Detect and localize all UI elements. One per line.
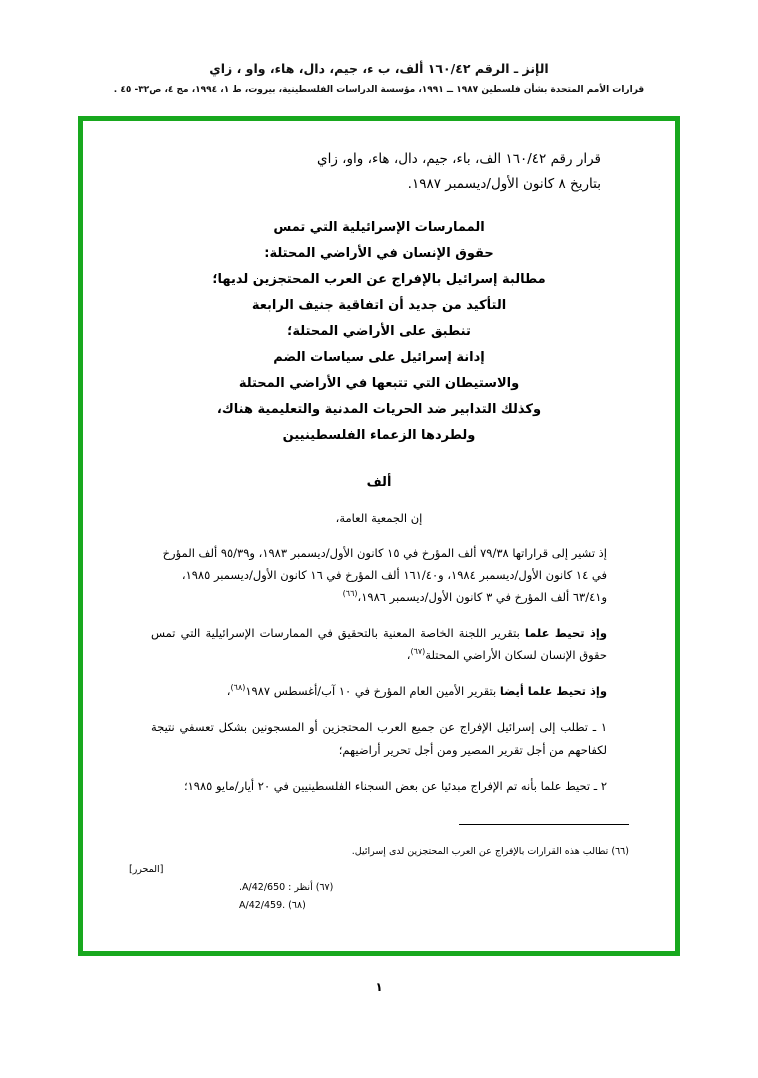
header-source-line: قرارات الأمم المتحدة بشأن فلسطين ١٩٨٧ ــ ١٩٩١، مؤسسة الدراسات الفلسطينية، بيروت، ط ١، ١٩٩٤، مج ٤، ص٣٢- ٤٥ . <box>113 84 645 95</box>
noting-paragraph-1-lead: وإذ تحيط علما <box>524 625 607 640</box>
footnote-separator <box>459 824 629 825</box>
operative-paragraph-2 <box>129 775 629 797</box>
footnotes-block <box>129 843 629 915</box>
operative-paragraph-1-number: ١ ـ <box>592 720 607 735</box>
noting-paragraph-1-text: بتقرير اللجنة الخاصة المعنية بالتحقيق في الممارسات الإسرائيلية التي تمس حقوق الإنسان لسكان الأراضي المحتلة <box>151 625 607 663</box>
title-line-8: وكذلك التدابير ضد الحريات المدنية والتعليمية هناك، <box>216 401 542 417</box>
operative-paragraph-1 <box>129 716 629 761</box>
section-letter: ألف <box>366 474 392 490</box>
recall-paragraph <box>129 542 629 609</box>
footnote-66: (٦٦) تطالب هذه القرارات بالإفراج عن العرب المحتجزين لدى إسرائيل. <box>351 845 629 857</box>
footnote-68: (٦٨) .A/42/459 <box>239 899 306 911</box>
header-title-line: الإنز ـ الرقم ١٦٠/٤٢ ألف، ب ء، جيم، دال، هاء، واو ، زاي <box>209 61 549 76</box>
content-frame-inner <box>83 121 675 951</box>
noting-paragraph-1-tail: ، <box>406 648 411 663</box>
title-line-7: والاستيطان التي تتبعها في الأراضي المحتلة <box>238 375 520 391</box>
content-frame <box>78 116 680 956</box>
noting-paragraph-2-text: بتقرير الأمين العام المؤرخ في ١٠ آب/أغسطس ١٩٨٧ <box>245 683 500 698</box>
page-number: ١ <box>375 980 383 994</box>
noting-paragraph-1 <box>129 622 629 667</box>
operative-paragraph-1-text: إلى إسرائيل الإفراج عن جميع العرب المحتجزين أو المسجونين بشكل تعسفي نتيجة لكفاحهم من أجل تقرير المصير ومن أجل تحرير أراضيهم؛ <box>151 720 607 757</box>
resolution-title <box>129 215 629 449</box>
operative-paragraph-1-lead: تطلب <box>560 720 588 735</box>
title-line-3: مطالبة إسرائيل بالإفراج عن العرب المحتجزين لديها؛ <box>212 271 546 287</box>
footnote-ref-66: (٦٦) <box>342 589 358 599</box>
footnote-ref-67: (٦٧) <box>410 647 426 657</box>
operative-paragraph-2-text: بأنه تم الإفراج مبدئيا عن بعض السجناء الفلسطينيين في ٢٠ أيار/مايو ١٩٨٥؛ <box>183 779 541 793</box>
assembly-line: إن الجمعية العامة، <box>335 510 423 525</box>
noting-paragraph-2-tail: ، <box>226 683 231 698</box>
footnote-67: (٦٧) أنظر : A/42/650. <box>239 881 334 893</box>
noting-paragraph-2-lead: وإذ تحيط علما أيضا <box>499 683 607 698</box>
noting-paragraph-2 <box>129 680 629 702</box>
footnote-ref-68: (٦٨) <box>230 682 246 692</box>
operative-paragraph-2-number: ٢ ـ <box>593 779 607 793</box>
resolution-id-line-1: قرار رقم ١٦٠/٤٢ الف، باء، جيم، دال، هاء، واو، زاي <box>317 151 601 167</box>
footnote-66-editor: [المحرر] <box>129 863 164 875</box>
resolution-id-line-2: بتاريخ ٨ كانون الأول/ديسمبر ١٩٨٧. <box>407 175 601 192</box>
title-line-9: ولطردها الزعماء الفلسطينيين <box>282 427 476 443</box>
title-line-6: إدانة إسرائيل على سياسات الضم <box>273 349 485 365</box>
title-line-4: التأكيد من جديد أن اتفاقية جنيف الرابعة <box>251 297 507 313</box>
title-line-1: الممارسات الإسرائيلية التي تمس <box>273 219 485 235</box>
title-line-2: حقوق الإنسان في الأراضي المحتلة: <box>264 245 494 261</box>
resolution-identifier <box>129 147 629 197</box>
recall-paragraph-text: إذ تشير إلى قراراتها ٧٩/٣٨ ألف المؤرخ في ١٥ كانون الأول/ديسمبر ١٩٨٣، و٩٥/٣٩ ألف المؤرخ في ١٤ كانون الأول/ديسمبر ١٩٨٤، و١٦١/٤٠ ألف المؤرخ في ١٦ كانون الأول/ديسمبر ١٩٨٥، و٦٣/٤١ ألف المؤرخ في ٣ كانون الأول/ديسمبر ١٩٨٦، <box>162 545 607 605</box>
document-header <box>0 60 758 97</box>
title-line-5: تنطبق على الأراضي المحتلة؛ <box>287 323 471 339</box>
operative-paragraph-2-lead: تحيط علما <box>540 779 591 793</box>
